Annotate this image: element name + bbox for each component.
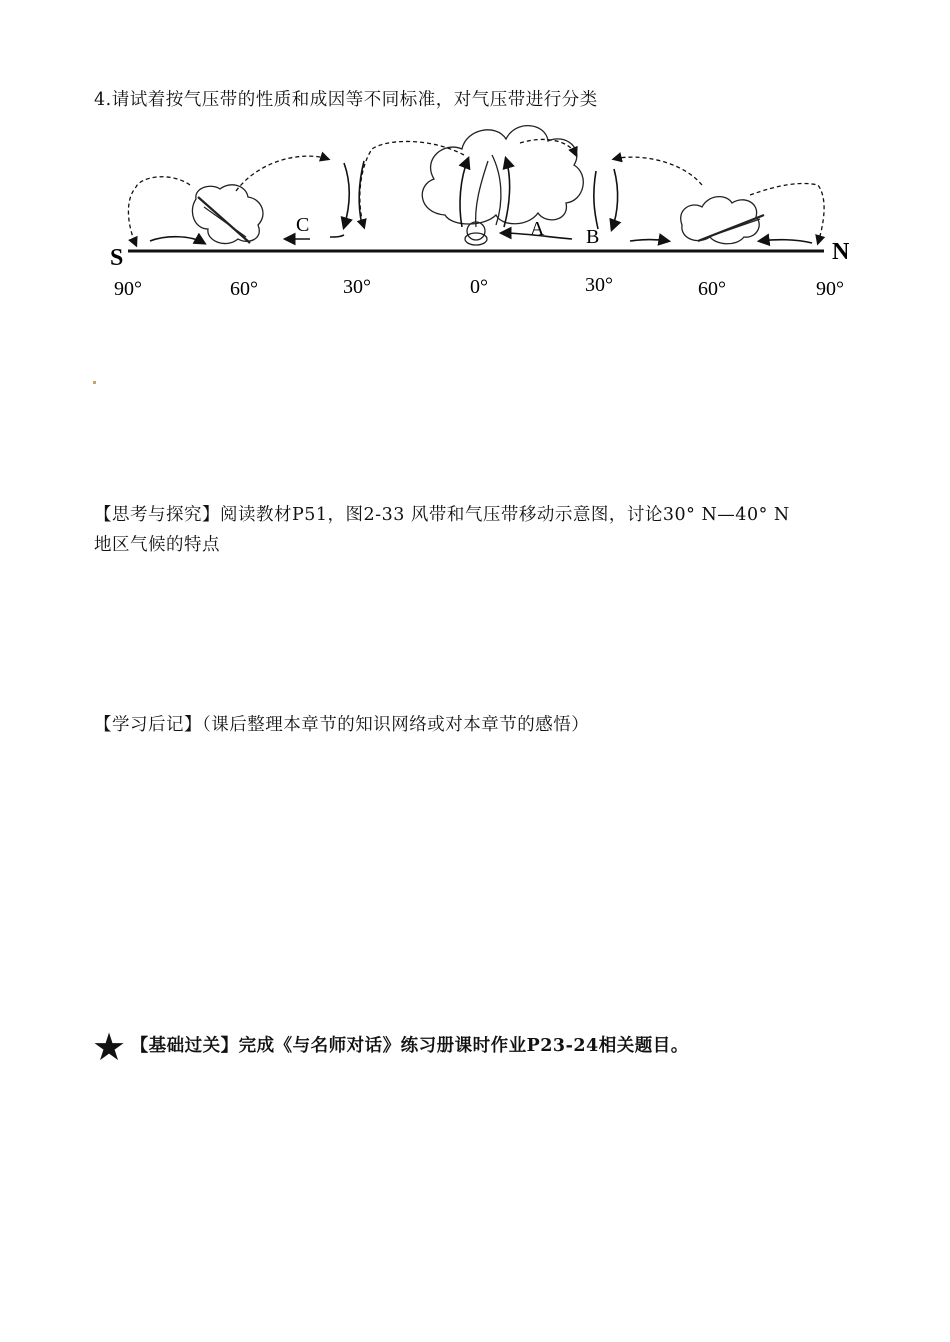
lat-60n: 60° xyxy=(698,278,726,300)
subtropic-south-down-left xyxy=(344,163,349,227)
equator-up-left xyxy=(460,159,468,227)
south-polar-cell-arrow xyxy=(128,177,190,245)
north-westerly xyxy=(630,240,668,242)
north-front-cloud xyxy=(681,197,764,244)
south-hadley-cell-arrow xyxy=(360,141,464,227)
south-label: S xyxy=(110,245,124,271)
postscript: 【学习后记】（课后整理本章节的知识网络或对本章节的感悟） xyxy=(94,715,590,735)
south-polar-easterly xyxy=(150,237,204,243)
lat-60s: 60° xyxy=(230,278,258,300)
thinking-line-1: 【思考与探究】阅读教材P51，图2-33 风带和气压带移动示意图，讨论30° N—40° N xyxy=(94,505,790,525)
south-front-cloud xyxy=(192,185,263,244)
north-polar-easterly xyxy=(760,240,812,243)
north-polar-cell-arrow xyxy=(750,183,824,243)
thinking-line-2: 地区气候的特点 xyxy=(94,535,220,555)
lat-90n: 90° xyxy=(816,278,844,300)
letter-b: B xyxy=(586,226,600,248)
basics-text: 【基础过关】完成《与名师对话》练习册课时作业P23-24相关题目。 xyxy=(130,1036,689,1056)
north-label: N xyxy=(832,239,850,265)
equator-up-right xyxy=(504,159,510,227)
lat-30n: 30° xyxy=(585,274,613,296)
trade-wind-c-2 xyxy=(330,235,344,237)
basics-section xyxy=(92,1025,689,1069)
lat-30s: 30° xyxy=(343,276,371,298)
lat-90s: 90° xyxy=(114,278,142,300)
letter-c: C xyxy=(296,214,310,236)
equator-cloud xyxy=(422,126,583,245)
star-icon: ★ xyxy=(92,1025,127,1069)
question-4: 4.请试着按气压带的性质和成因等不同标准，对气压带进行分类 xyxy=(94,90,598,110)
lat-0: 0° xyxy=(470,276,488,298)
letter-a: A xyxy=(530,218,545,240)
stray-mark xyxy=(93,381,96,384)
latitude-labels xyxy=(114,274,844,300)
subtropic-north-down-left xyxy=(594,171,598,229)
pressure-belt-diagram xyxy=(100,115,870,315)
north-ferrel-cell-arrow xyxy=(614,157,702,185)
south-ferrel-cell-arrow xyxy=(236,156,328,191)
subtropic-north-down-right xyxy=(612,169,618,229)
